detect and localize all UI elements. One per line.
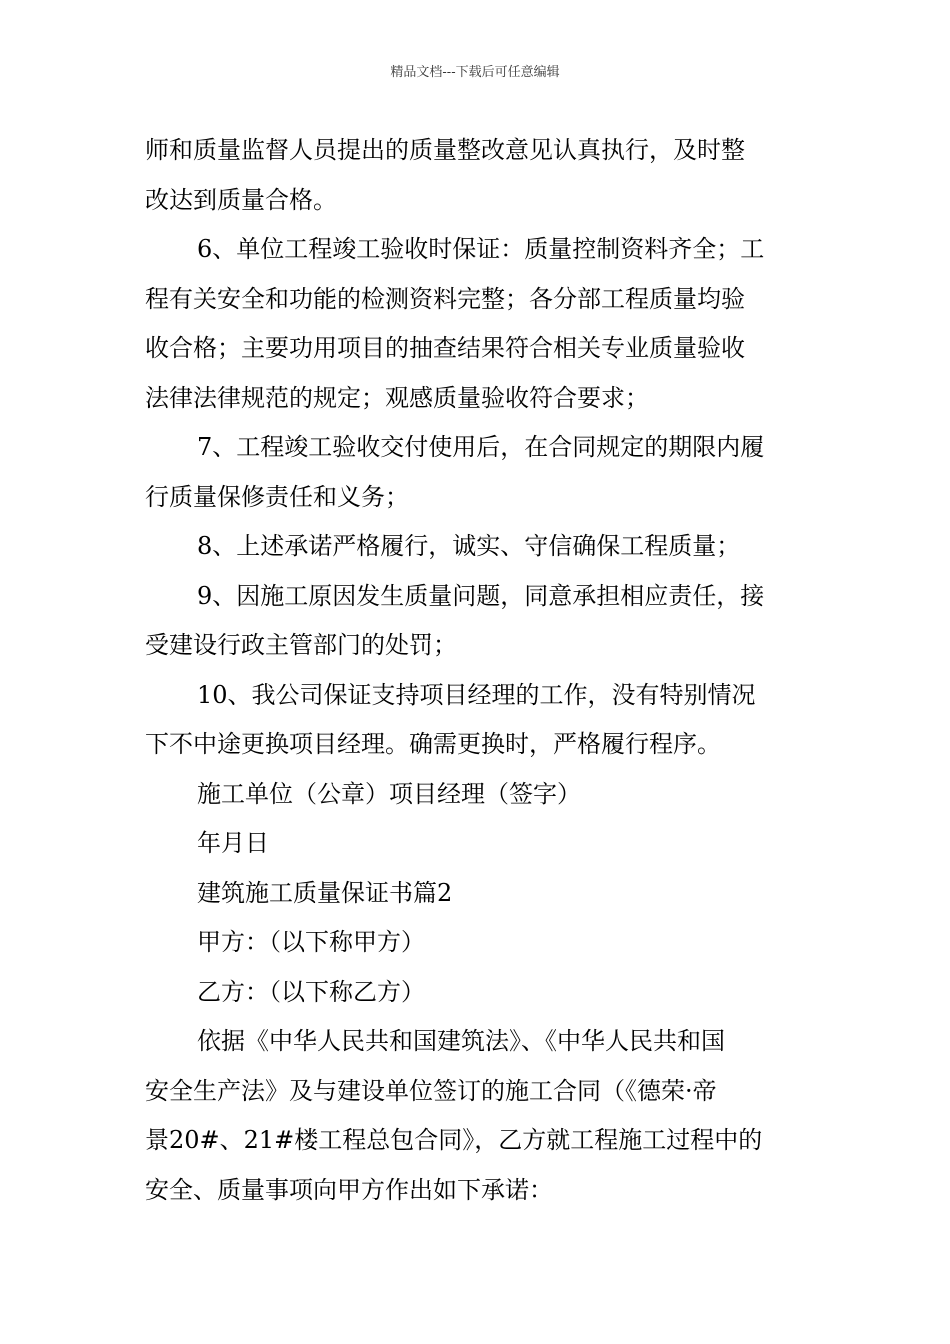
text-line: 10、我公司保证支持项目经理的工作，没有特别情况 [197,680,756,709]
paragraph-item-7 [145,423,805,522]
text-line: 改达到质量合格。 [145,185,337,214]
paragraph-item-9 [145,572,805,671]
text-line: 9、因施工原因发生质量问题，同意承担相应责任，接 [197,581,765,610]
text-line: 甲方：（以下称甲方） [197,928,425,956]
text-line: 行质量保修责任和义务； [145,482,409,511]
signature-line [145,770,805,820]
paragraph-item-6 [145,225,805,423]
text-line: 法律法律规范的规定；观感质量验收符合要求； [145,383,649,412]
text-line: 程有关安全和功能的检测资料完整；各分部工程质量均验 [145,284,745,313]
date-line [145,819,805,869]
text-line: 受建设行政主管部门的处罚； [145,631,457,659]
text-line: 安全生产法》及与建设单位签订的施工合同（《德荣·帝 [145,1076,717,1105]
paragraph-basis [145,1017,805,1215]
text-line: 景20#、21#楼工程总包合同》，乙方就工程施工过程中的 [145,1126,763,1154]
paragraph-continuation [145,126,805,225]
text-line: 建筑施工质量保证书篇2 [197,878,453,907]
text-line: 依据《中华人民共和国建筑法》、《中华人民共和国 [197,1027,725,1055]
text-line: 收合格；主要功用项目的抽查结果符合相关专业质量验收 [145,334,745,362]
text-line: 6、单位工程竣工验收时保证：质量控制资料齐全；工 [197,235,765,263]
page-header: 精品文档---下载后可任意编辑 [390,65,560,80]
party-b-line [145,968,805,1018]
text-line: 下不中途更换项目经理。确需更换时，严格履行程序。 [145,730,721,758]
text-line: 安全、质量事项向甲方作出如下承诺： [145,1175,553,1204]
text-line: 7、工程竣工验收交付使用后，在合同规定的期限内履 [197,433,765,461]
text-line: 施工单位（公章）项目经理（签字） [197,779,581,808]
text-line: 乙方：（以下称乙方） [197,977,425,1006]
text-line: 师和质量监督人员提出的质量整改意见认真执行，及时整 [145,136,745,164]
paragraph-item-10 [145,671,805,770]
text-line: 年月日 [197,829,269,857]
section-title [145,869,805,919]
paragraph-item-8 [145,522,805,572]
document-body [145,126,805,1215]
party-a-line [145,918,805,968]
text-line: 8、上述承诺严格履行，诚实、守信确保工程质量； [197,532,741,560]
